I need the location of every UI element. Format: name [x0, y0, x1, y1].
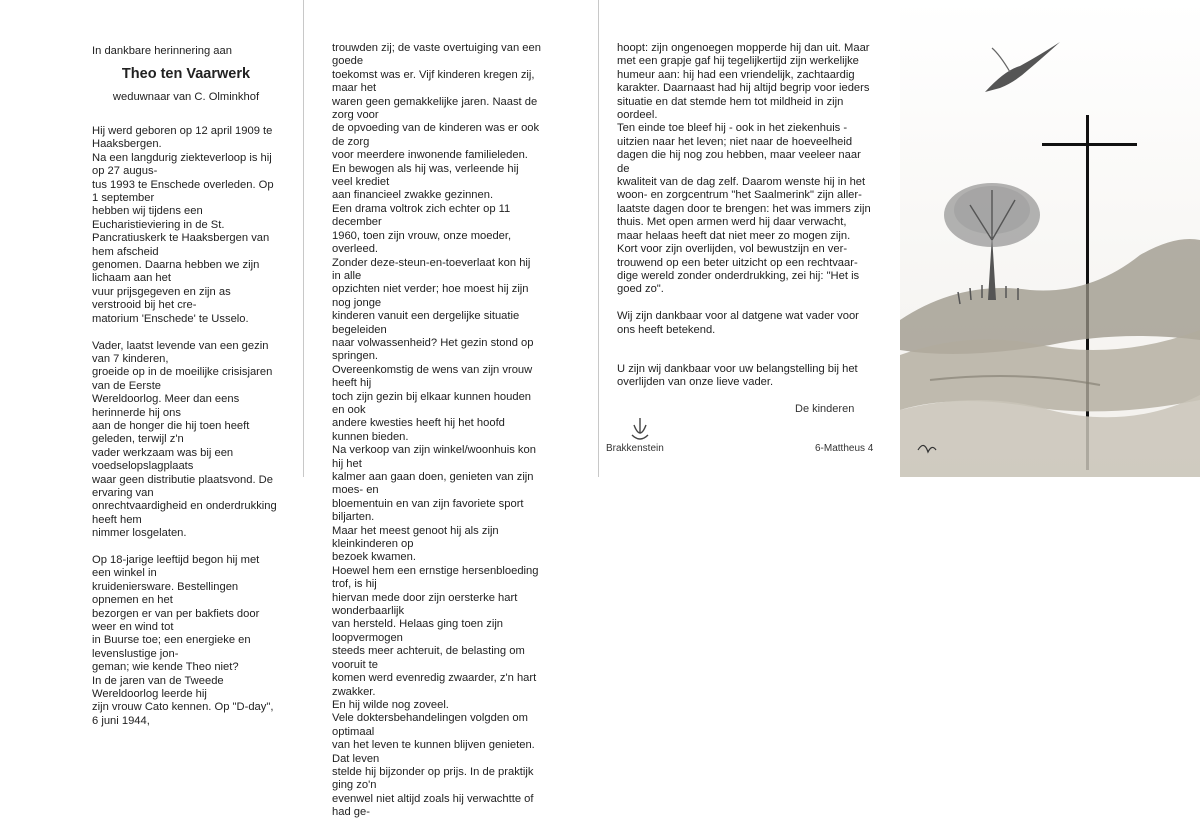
subtitle	[92, 91, 280, 103]
name-text: Theo ten Vaarwerk	[121, 66, 251, 82]
text-line: toch zijn gezin bij elkaar kunnen houden en ook	[332, 390, 532, 416]
text-line: En bewogen als hij was, verleende hij veel krediet	[332, 162, 519, 189]
text-line: de opvoeding van de kinderen was er ook de zorg	[332, 122, 540, 148]
text-line: bezoek kwamen.	[332, 551, 416, 564]
text-line: evenwel niet altijd zoals hij verwachtte of had ge-	[332, 792, 534, 819]
text-line: hoopt: zijn ongenoegen mopperde hij dan uit. Maar	[617, 42, 870, 54]
text-line: aan de honger die hij toen heeft geleden, terwijl z'n	[92, 419, 250, 446]
intro-heading	[92, 45, 280, 57]
text-line: Op 18-jarige leeftijd begon hij met een winkel in	[92, 554, 260, 580]
text-line: naar volwassenheid? Het gezin stond op springen.	[332, 336, 534, 363]
text-line: groeide op in de moeilijke crisisjaren van de Eerste	[92, 366, 273, 392]
thanks-paragraph	[617, 363, 873, 390]
column-3-text	[617, 42, 873, 337]
text-line: Na verkoop van zijn winkel/woonhuis kon hij het	[332, 444, 536, 470]
text-line: 1960, toen zijn vrouw, onze moeder, overleed.	[332, 229, 512, 256]
text-line: Zonder deze-steun-en-toeverlaat kon hij in alle	[332, 256, 531, 282]
text-line: geman; wie kende Theo niet?	[92, 661, 239, 674]
text-line: onrechtvaardigheid en onderdrukking heeft hem	[92, 500, 277, 526]
text-line: stelde hij bijzonder op prijs. In de praktijk ging zo'n	[332, 765, 534, 792]
text-line: bloementuin en van zijn favoriete sport biljarten.	[332, 497, 524, 524]
text-line: goed zo".	[617, 283, 664, 296]
text-line: Vele doktersbehandelingen volgden om optimaal	[332, 712, 528, 738]
text-line: Overeenkomstig de wens van zijn vrouw heeft hij	[332, 363, 533, 390]
text-line: dige wereld zonder onderdrukking, zei hij: "Het is	[617, 269, 860, 282]
brakkenstein-logo-icon	[625, 415, 655, 443]
text-line: kinderen vanuit een dergelijke situatie begeleiden	[332, 310, 520, 336]
text-line	[617, 297, 873, 310]
text-line: situatie en dat stemde hem tot mildheid in zijn	[617, 95, 844, 108]
text-line: aan financieel zwakke gezinnen.	[332, 189, 494, 202]
intro-text: In dankbare herinnering aan	[92, 45, 232, 57]
text-line: laatste dagen door te brengen: het was immers zijn	[617, 202, 871, 215]
text-line: van hersteld. Helaas ging toen zijn loopvermogen	[332, 618, 504, 644]
text-line: ons heeft betekend.	[617, 323, 716, 336]
text-line: andere kwesties heeft hij het hoofd kunnen bieden.	[332, 417, 505, 443]
memorial-illustration	[900, 0, 1200, 477]
text-line: Vader, laatst levende van een gezin van 7 kinderen,	[92, 339, 269, 365]
fold-line-2	[598, 0, 599, 477]
text-line: U zijn wij dankbaar voor uw belangstelling bij het	[617, 363, 858, 375]
text-line: genomen. Daarna hebben we zijn lichaam aan het	[92, 259, 260, 285]
text-line: Hij werd geboren op 12 april 1909 te Haaksbergen.	[92, 125, 273, 151]
text-line: dagen die hij nog zou hebben, maar veeleer naar de	[617, 149, 861, 175]
subtitle-text: weduwnaar van C. Olminkhof	[112, 91, 260, 103]
text-line: Wij zijn dankbaar voor al datgene wat vader voor	[617, 310, 859, 323]
column-1-text	[92, 125, 280, 728]
deceased-name	[92, 66, 280, 82]
text-line: hiervan mede door zijn oersterke hart wonderbaarlijk	[332, 591, 518, 618]
column-2-text	[332, 42, 542, 820]
text-line: thuis. Met open armen werd hij daar verwacht,	[617, 216, 847, 229]
text-line: Hoewel hem een ernstige hersenbloeding trof, is hij	[332, 564, 539, 591]
text-line: van het leven te kunnen blijven genieten. Dat leven	[332, 739, 535, 765]
text-line: vuur prijsgegeven en zijn as verstrooid bij het cre-	[92, 285, 231, 312]
text-line: waar geen distributie plaatsvond. De ervaring van	[92, 473, 273, 499]
text-line: trouwend op een beter uitzicht op een rechtvaar-	[617, 256, 858, 269]
text-line: vader werkzaam was bij een voedselopslagplaats	[92, 446, 234, 473]
text-line: Maar het meest genoot hij als zijn kleinkinderen op	[332, 524, 499, 551]
text-line: overlijden van onze lieve vader.	[617, 376, 774, 389]
text-line: Wereldoorlog. Meer dan eens herinnerde hij ons	[92, 393, 240, 419]
text-line: In de jaren van de Tweede Wereldoorlog leerde hij	[92, 674, 224, 701]
text-line: tus 1993 te Enschede overleden. Op 1 september	[92, 178, 274, 205]
text-line: voor meerdere inwonende familieleden.	[332, 149, 528, 162]
text-line: humeur aan: hij had een vriendelijk, zachtaardig	[617, 68, 855, 81]
text-line: nimmer losgelaten.	[92, 527, 187, 540]
signature: De kinderen	[795, 403, 855, 415]
text-line: maar helaas heeft dat niet meer zo mogen zijn.	[617, 229, 851, 242]
text-line	[92, 541, 280, 554]
text-line: Ten einde toe bleef hij - ook in het ziekenhuis -	[617, 122, 848, 135]
text-line: oordeel.	[617, 109, 658, 122]
text-line: kruideniersware. Bestellingen opnemen en het	[92, 580, 239, 607]
text-line	[92, 326, 280, 339]
text-line: komen werd evenredig zwaarder, z'n hart zwakker.	[332, 672, 537, 698]
text-line: woon- en zorgcentrum "het Saalmerink" zijn aller-	[617, 189, 862, 202]
text-line: steeds meer achteruit, de belasting om vooruit te	[332, 645, 525, 671]
text-line: waren geen gemakkelijke jaren. Naast de zorg voor	[332, 95, 538, 122]
fold-line-1	[303, 0, 304, 477]
text-line: zijn vrouw Cato kennen. Op "D-day", 6 juni 1944,	[92, 701, 274, 727]
text-line: uitzien naar het leven; niet naar de hoeveelheid	[617, 135, 853, 148]
text-line: trouwden zij; de vaste overtuiging van een goede	[332, 42, 541, 68]
text-line: Na een langdurig ziekteverloop is hij op 27 augus-	[92, 151, 272, 178]
text-line: in Buurse toe; een energieke en levenslustige jon-	[92, 634, 251, 660]
text-line: Kort voor zijn overlijden, vol bewustzijn en ver-	[617, 243, 848, 256]
text-line: En hij wilde nog zoveel.	[332, 698, 449, 711]
text-line: Een drama voltrok zich echter op 11 december	[332, 202, 511, 229]
text-line: bezorgen er van per bakfiets door weer en wind tot	[92, 607, 260, 634]
text-line: matorium 'Enschede' te Usselo.	[92, 312, 249, 325]
publisher: Brakkenstein	[606, 443, 664, 454]
text-line: hebben wij tijdens een Eucharistieviering in de St.	[92, 205, 225, 231]
text-line: toekomst was er. Vijf kinderen kregen zij, maar het	[332, 68, 535, 95]
text-line: met een grapje gaf hij tegelijkertijd zijn werkelijke	[617, 55, 859, 68]
text-line: karakter. Daarnaast had hij altijd begrip voor ieders	[617, 82, 870, 95]
text-line: opzichten niet verder; hoe moest hij zijn nog jonge	[332, 283, 529, 309]
text-line: kalmer aan gaan doen, genieten van zijn moes- en	[332, 471, 534, 497]
text-line: Pancratiuskerk te Haaksbergen van hem afscheid	[92, 232, 270, 258]
text-line: kwaliteit van de dag zelf. Daarom wenste hij in het	[617, 176, 866, 189]
scripture-reference: 6-Mattheus 4	[815, 443, 874, 454]
